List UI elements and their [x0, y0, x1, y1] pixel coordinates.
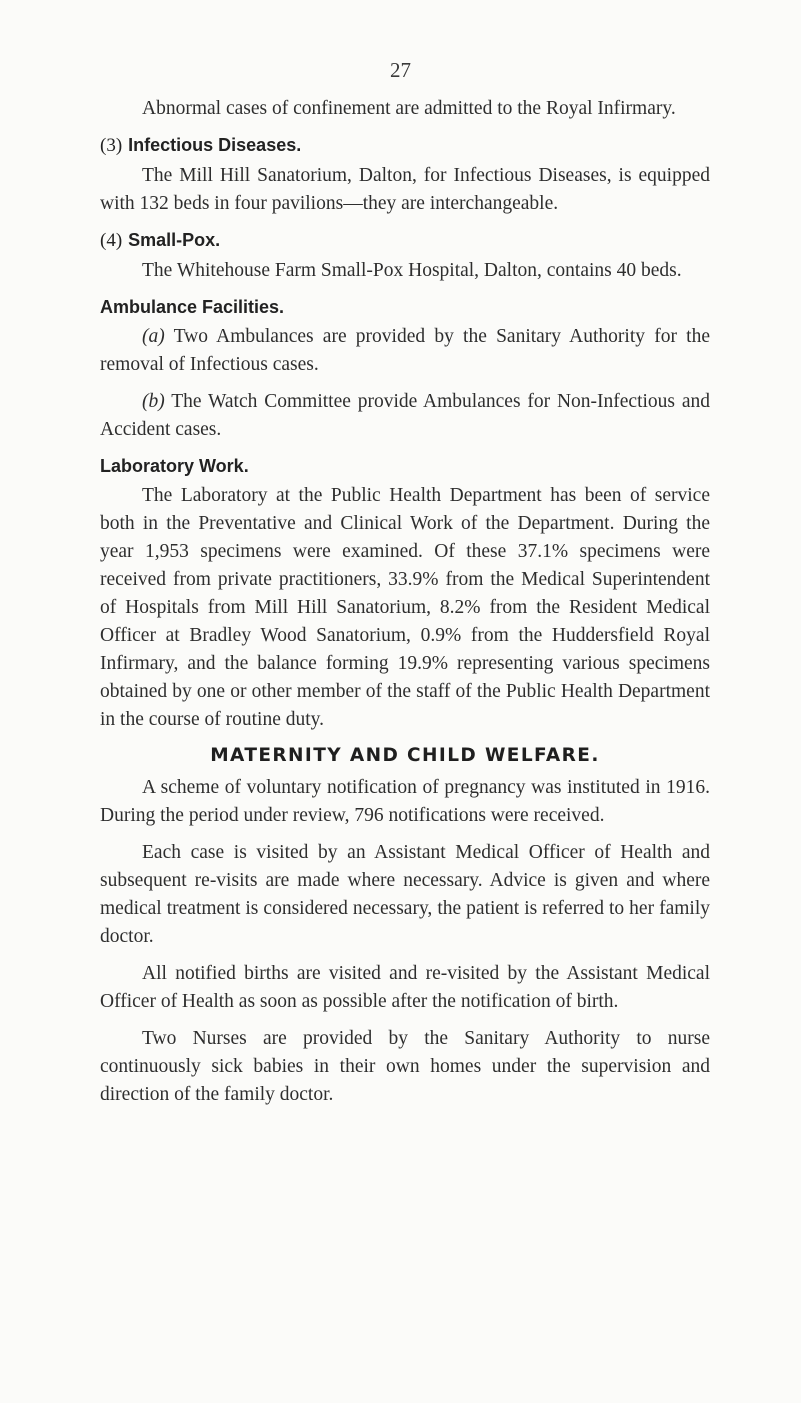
heading-small-pox: [100, 227, 710, 254]
paragraph-maternity-2: Each case is visited by an Assistant Medical Officer of Health and subsequent re-visits are made where necessary. Advice is given and where medical treatment is considered necessary, the patient is referred to her family doctor.: [100, 842, 710, 947]
heading-title: Small-Pox.: [128, 230, 221, 250]
paragraph-laboratory-work: The Laboratory at the Public Health Department has been of service both in the Preventative and Clinical Work of the Department. During the year 1,953 specimens were examined. Of these 37.1% specimens were received from private practitioners, 33.9% from the Medical Superintendent of Hospitals from Mill Hill Sanatorium, 8.2% from the Resident Medical Officer at Bradley Wood Sanatorium, 0.9% from the Huddersfield Royal Infirmary, and the balance forming 19.9% representing various specimens obtained by one or other member of the staff of the Public Health Department in the course of routine duty.: [100, 485, 710, 730]
paragraph-maternity-3: All notified births are visited and re-visited by the Assistant Medical Officer of Health as soon as possible after the notification of birth.: [100, 963, 710, 1012]
heading-number: (4): [100, 230, 123, 251]
item-text: The Watch Committee provide Ambulances for Non-Infectious and Accident cases.: [100, 391, 710, 440]
heading-infectious-diseases: [100, 132, 710, 159]
heading-ambulance-facilities: Ambulance Facilities.: [100, 297, 285, 317]
heading-number: (3): [100, 135, 123, 156]
item-label: (b): [142, 391, 165, 412]
paragraph-maternity-1: A scheme of voluntary notification of pregnancy was instituted in 1916. During the period under review, 796 notifications were received.: [100, 777, 710, 826]
heading-title: Infectious Diseases.: [128, 135, 302, 155]
item-text: Two Ambulances are provided by the Sanitary Authority for the removal of Infectious cases.: [100, 326, 710, 375]
paragraph-small-pox: The Whitehouse Farm Small-Pox Hospital, Dalton, contains 40 beds.: [142, 260, 682, 281]
paragraph-abnormal-confinement: Abnormal cases of confinement are admitted to the Royal Infirmary.: [142, 98, 676, 119]
item-label: (a): [142, 326, 165, 347]
page-content: [100, 95, 710, 1118]
paragraph-ambulance-a: [100, 323, 710, 379]
heading-laboratory-work: Laboratory Work.: [100, 456, 249, 476]
page-number: 27: [390, 58, 411, 82]
paragraph-infectious-diseases: The Mill Hill Sanatorium, Dalton, for Infectious Diseases, is equipped with 132 beds in four pavilions—they are interchangeable.: [100, 165, 710, 214]
paragraph-ambulance-b: [100, 388, 710, 444]
heading-maternity-child-welfare: MATERNITY AND CHILD WELFARE.: [210, 745, 600, 766]
paragraph-maternity-4: Two Nurses are provided by the Sanitary Authority to nurse continuously sick babies in their own homes under the supervision and direction of the family doctor.: [100, 1028, 710, 1105]
